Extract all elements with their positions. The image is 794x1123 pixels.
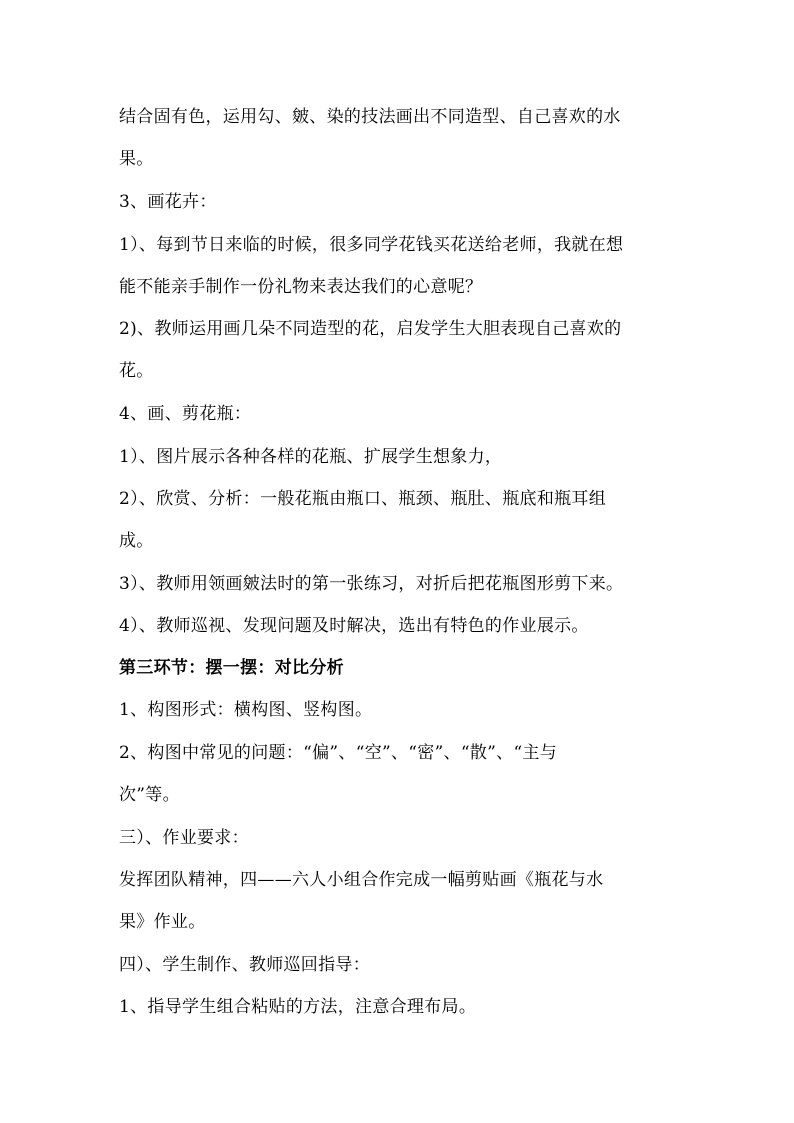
- text-line: 3）、教师用领画皴法时的第一张练习，对折后把花瓶图形剪下来。: [119, 574, 624, 594]
- text-line: 结合固有色，运用勾、皴、染的技法画出不同造型、自己喜欢的水: [119, 107, 621, 127]
- section-heading: 4、画、剪花瓶：: [119, 404, 252, 424]
- text-line: 发挥团队精神，四——六人小组合作完成一幅剪贴画《瓶花与水: [119, 870, 604, 890]
- text-line: 4）、教师巡视、发现问题及时解决，选出有特色的作业展示。: [119, 616, 589, 636]
- text-line: 能不能亲手制作一份礼物来表达我们的心意呢？: [119, 277, 483, 297]
- section-heading: 四）、学生制作、教师巡回指导：: [119, 955, 370, 975]
- text-line: 1）、每到节日来临的时候，很多同学花钱买花送给老师，我就在想: [119, 235, 624, 255]
- section-heading: 三）、作业要求：: [119, 828, 249, 848]
- text-line: 1、构图形式：横构图、竖构图。: [119, 700, 373, 720]
- section-heading: 3、画花卉：: [119, 192, 217, 212]
- section-heading-bold: 第三环节：摆一摆：对比分析: [119, 658, 344, 678]
- text-line: 花。: [119, 361, 154, 381]
- text-line: 次”等。: [119, 785, 180, 805]
- text-line: 2、构图中常见的问题：“偏”、“空”、“密”、“散”、“主与: [119, 743, 558, 763]
- text-line: 成。: [119, 531, 154, 551]
- text-line: 果。: [119, 149, 154, 169]
- text-line: 2）、欣赏、分析：一般花瓶由瓶口、瓶颈、瓶肚、瓶底和瓶耳组: [119, 489, 607, 509]
- text-line: 1）、图片展示各种各样的花瓶、扩展学生想象力，: [119, 447, 503, 467]
- text-line: 果》作业。: [119, 912, 206, 932]
- text-line: 1、指导学生组合粘贴的方法，注意合理布局。: [119, 997, 477, 1017]
- text-line: 2)、教师运用画几朵不同造型的花，启发学生大胆表现自己喜欢的: [119, 319, 622, 339]
